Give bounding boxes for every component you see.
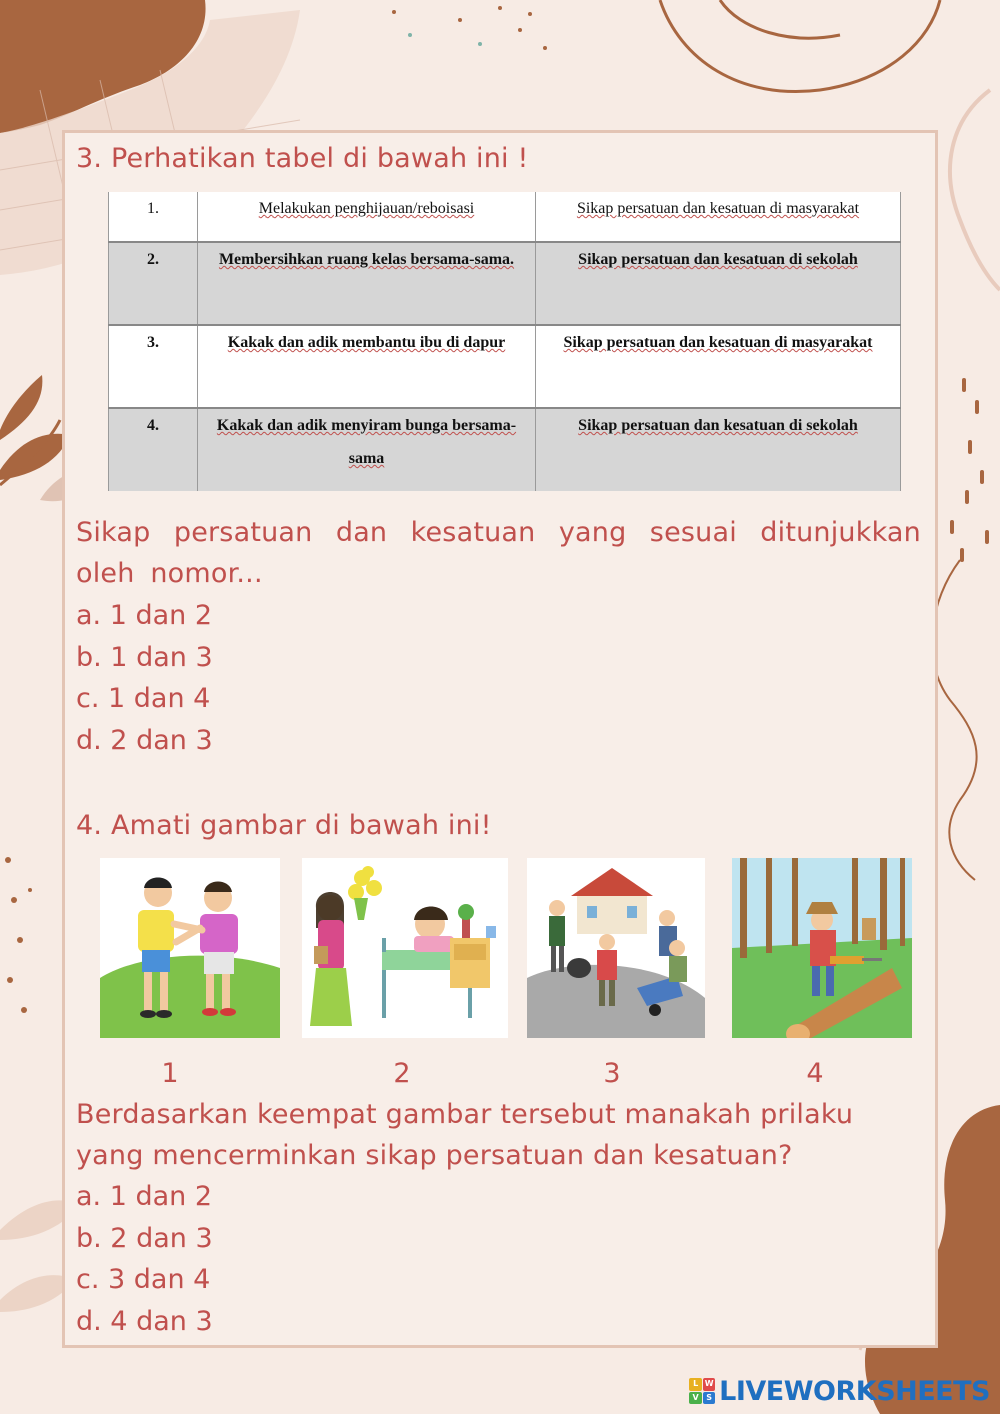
answer-option-b[interactable]: b. 1 dan 3 xyxy=(76,641,213,673)
picture-3-community-cleanup xyxy=(527,858,705,1038)
table-row xyxy=(109,242,901,325)
question-3-table xyxy=(108,192,901,491)
picture-1-kids-fighting xyxy=(100,858,280,1038)
table-cell-number: 1. xyxy=(109,192,198,242)
table-cell-category: Sikap persatuan dan kesatuan di sekolah xyxy=(536,408,901,491)
table-cell-activity: Melakukan penghijauan/reboisasi xyxy=(198,192,536,242)
liveworksheets-wordmark: LIVEWORKSHEETS xyxy=(719,1375,990,1407)
question-3-title: 3. Perhatikan tabel di bawah ini ! xyxy=(76,143,529,174)
question-4-options xyxy=(76,1176,213,1342)
picture-number-3: 3 xyxy=(603,1058,621,1089)
picture-number-2: 2 xyxy=(393,1058,411,1089)
table-cell-number: 4. xyxy=(109,408,198,491)
table-cell-category: Sikap persatuan dan kesatuan di masyarakat xyxy=(536,325,901,408)
picture-2-hospital-visit xyxy=(302,858,508,1038)
picture-4-cutting-trees xyxy=(732,858,912,1038)
answer-option-d[interactable]: d. 4 dan 3 xyxy=(76,1305,213,1337)
question-4-title: 4. Amati gambar di bawah ini! xyxy=(76,810,492,841)
answer-option-a[interactable]: a. 1 dan 2 xyxy=(76,1181,213,1212)
table-row xyxy=(109,192,901,242)
liveworksheets-logo-icon: L W V S xyxy=(689,1378,715,1404)
table-row xyxy=(109,408,901,491)
table-cell-activity: Kakak dan adik menyiram bunga bersama-sama xyxy=(198,408,536,491)
table-cell-activity: Kakak dan adik membantu ibu di dapur xyxy=(198,325,536,408)
question-3-options xyxy=(76,595,213,761)
table-cell-activity: Membersihkan ruang kelas bersama-sama. xyxy=(198,242,536,325)
table-cell-category: Sikap persatuan dan kesatuan di sekolah xyxy=(536,242,901,325)
table-cell-number: 2. xyxy=(109,242,198,325)
question-3-prompt: Sikap persatuan dan kesatuan yang sesuai ditunjukkan oleh nomor... xyxy=(76,517,921,589)
picture-number-1: 1 xyxy=(161,1058,179,1089)
answer-option-c[interactable]: c. 1 dan 4 xyxy=(76,683,211,714)
picture-number-4: 4 xyxy=(806,1058,824,1089)
question-4-prompt: Berdasarkan keempat gambar tersebut manakah prilaku yang mencerminkan sikap persatuan dan kesatuan? xyxy=(76,1099,854,1171)
answer-option-a[interactable]: a. 1 dan 2 xyxy=(76,600,213,631)
liveworksheets-logo xyxy=(689,1374,990,1408)
table-cell-number: 3. xyxy=(109,325,198,408)
answer-option-d[interactable]: d. 2 dan 3 xyxy=(76,724,213,756)
table-cell-category: Sikap persatuan dan kesatuan di masyarakat xyxy=(536,192,901,242)
answer-option-c[interactable]: c. 3 dan 4 xyxy=(76,1264,211,1295)
table-row xyxy=(109,325,901,408)
answer-option-b[interactable]: b. 2 dan 3 xyxy=(76,1222,213,1254)
